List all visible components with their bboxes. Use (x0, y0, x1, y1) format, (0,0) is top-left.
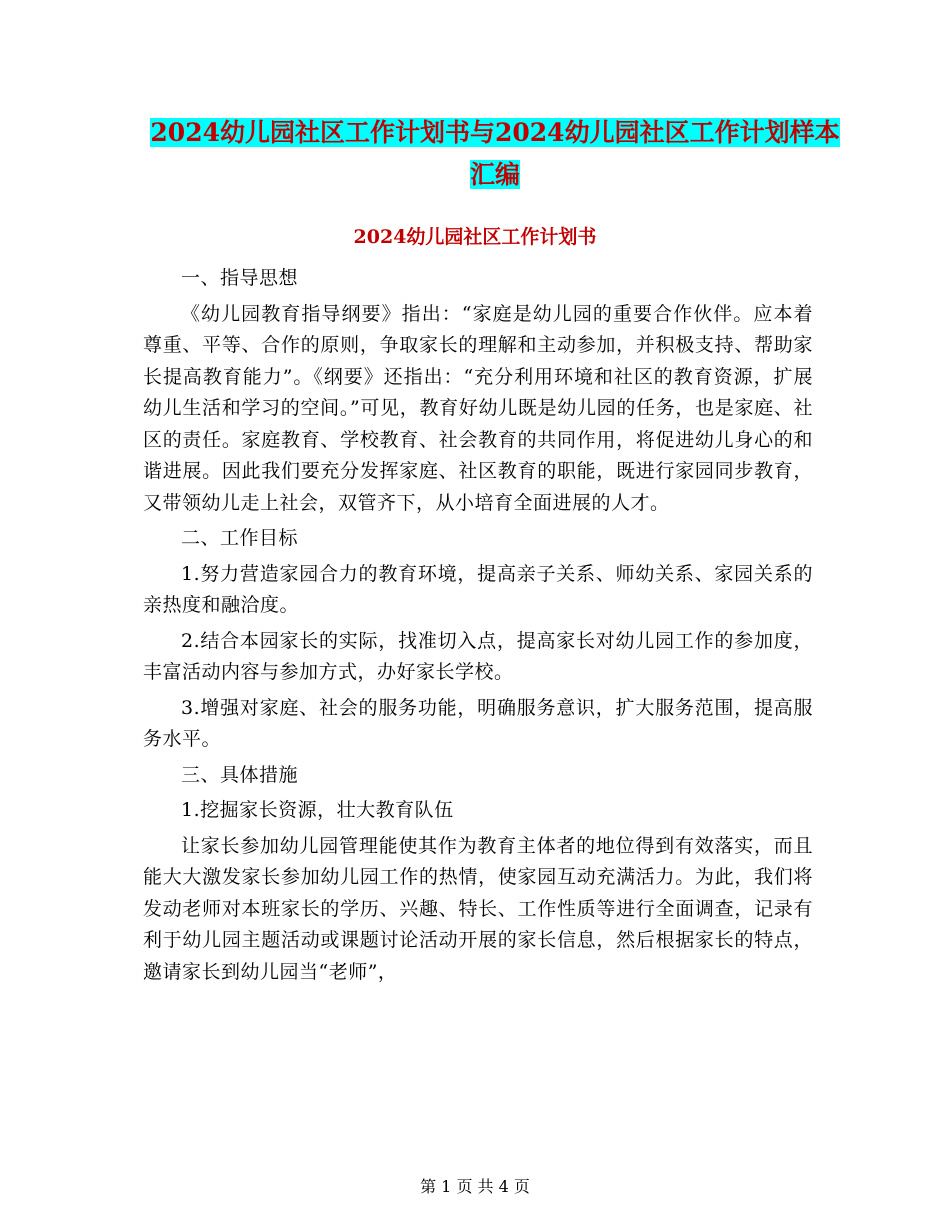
paragraph-goal-3: 3.增强对家庭、社会的服务功能，明确服务意识，扩大服务范围，提高服务水平。 (143, 696, 813, 750)
paragraph-guiding-ideology: 《幼儿园教育指导纲要》指出：“家庭是幼儿园的重要合作伙伴。应本着尊重、平等、合作的原则，争取家长的理解和主动参加，并积极支持、帮助家长提高教育能力”。《纲要》还指出：“充分利用环境和社区的教育资源，扩展幼儿生活和学习的空间。”可见，教育好幼儿既是幼儿园的任务，也是家庭、社区的责任。家庭教育、学校教育、社会教育的共同作用，将促进幼儿身心的和谐进展。因此我们要充分发挥家庭、社区教育的职能，既进行家园同步教育，又带领幼儿走上社会，双管齐下，从小培育全面进展的人才。 (143, 302, 813, 514)
section-title: 2024幼儿园社区工作计划书 (353, 226, 597, 248)
heading-work-goals: 二、工作目标 (181, 527, 299, 549)
heading-guiding-ideology: 一、指导思想 (181, 267, 299, 289)
paragraph-goal-2: 2.结合本园家长的实际，找准切入点，提高家长对幼儿园工作的参加度，丰富活动内容与参加方式，办好家长学校。 (143, 629, 813, 683)
document-title-text: 2024幼儿园社区工作计划书与2024幼儿园社区工作计划样本汇编 (150, 118, 840, 189)
heading-measures: 三、具体措施 (181, 763, 299, 786)
page-footer: 第 1 页 共 4 页 (420, 1177, 530, 1196)
paragraph-goal-1: 1.努力营造家园合力的教育环境，提高亲子关系、师幼关系、家园关系的亲热度和融洽度。 (143, 562, 813, 616)
document-title (140, 112, 850, 196)
subheading-measure-1: 1.挖掘家长资源，壮大教育队伍 (181, 799, 454, 821)
paragraph-measure-1: 让家长参加幼儿园管理能使其作为教育主体者的地位得到有效落实，而且能大大激发家长参加幼儿园工作的热情，使家园互动充满活力。为此，我们将发动老师对本班家长的学历、兴趣、特长、工作性质等进行全面调查，记录有利于幼儿园主题活动或课题讨论活动开展的家长信息，然后根据家长的特点，邀请家长到幼儿园当“老师”， (143, 834, 813, 983)
document-body (143, 267, 813, 992)
